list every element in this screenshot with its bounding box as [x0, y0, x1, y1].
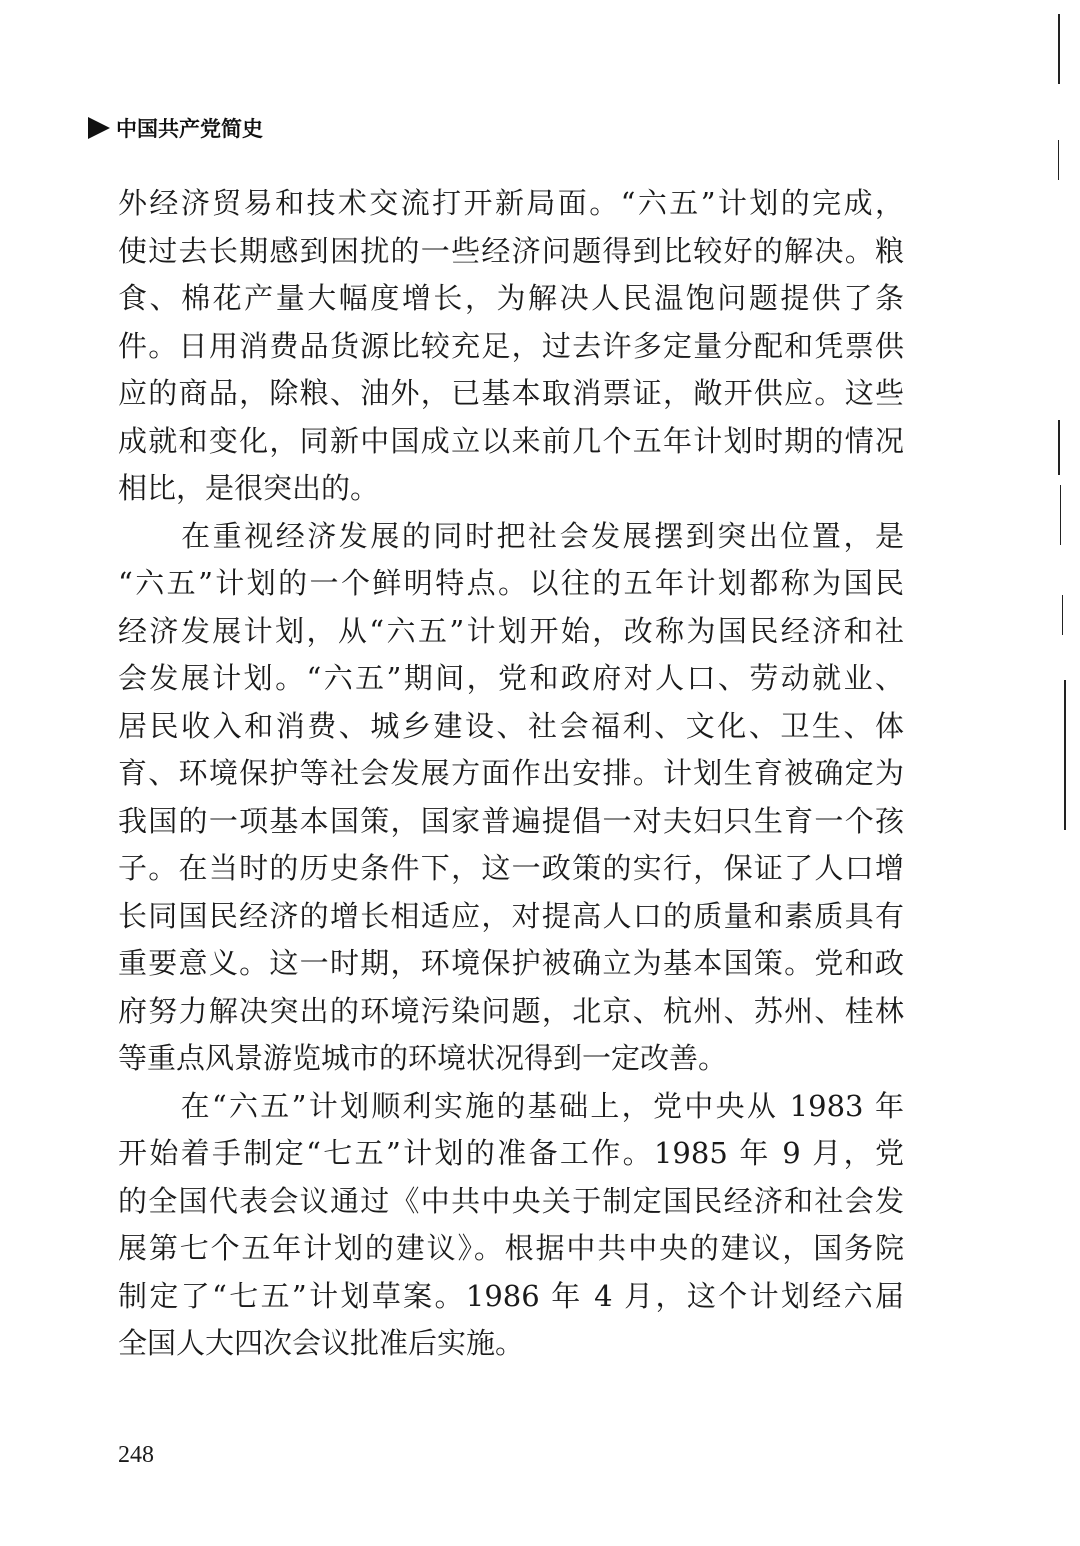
text-line: 相比，是很突出的。	[118, 471, 380, 505]
page-number: 248	[118, 1442, 154, 1468]
text-line: 食、棉花产量大幅度增长，为解决人民温饱问题提供了条	[118, 281, 904, 315]
text-line: 在“六五”计划顺利实施的基础上，党中央从 1983 年	[118, 1088, 904, 1123]
text-line: 育、环境保护等社会发展方面作出安排。计划生育被确定为	[118, 756, 904, 790]
scan-edge-line	[1058, 420, 1060, 475]
text-line: 府努力解决突出的环境污染问题，北京、杭州、苏州、桂林	[118, 993, 904, 1028]
text-line: “六五”计划的一个鲜明特点。以往的五年计划都称为国民	[118, 566, 904, 600]
text-line: 的全国代表会议通过《中共中央关于制定国民经济和社会发	[118, 1183, 904, 1218]
text-line: 会发展计划。“六五”期间，党和政府对人口、劳动就业、	[118, 661, 904, 695]
text-line: 使过去长期感到困扰的一些经济问题得到比较好的解决。粮	[118, 233, 904, 268]
scan-edge-line	[1062, 595, 1063, 635]
body-text	[118, 180, 904, 1368]
text-line: 经济发展计划，从“六五”计划开始，改称为国民经济和社	[118, 613, 904, 648]
text-line: 我国的一项基本国策，国家普遍提倡一对夫妇只生育一个孩	[118, 803, 904, 838]
text-line: 子。在当时的历史条件下，这一政策的实行，保证了人口增	[118, 851, 904, 885]
text-line: 展第七个五年计划的建议》。根据中共中央的建议，国务院	[118, 1231, 904, 1265]
text-line: 等重点风景游览城市的环境状况得到一定改善。	[118, 1041, 728, 1075]
text-line: 外经济贸易和技术交流打开新局面。“六五”计划的完成，	[118, 186, 904, 220]
book-title: 中国共产党简史	[116, 117, 263, 141]
text-line: 开始着手制定“七五”计划的准备工作。1985 年 9 月，党	[118, 1136, 904, 1170]
scan-edge-line	[1064, 680, 1066, 830]
text-line: 重要意义。这一时期，环境保护被确立为基本国策。党和政	[118, 946, 904, 980]
text-line: 长同国民经济的增长相适应，对提高人口的质量和素质具有	[118, 898, 904, 933]
scan-edge-line	[1058, 14, 1060, 84]
scan-edge-line	[1060, 485, 1061, 545]
triangle-marker-icon	[88, 117, 110, 139]
text-line: 成就和变化，同新中国成立以来前几个五年计划时期的情况	[118, 423, 904, 458]
running-header	[88, 112, 263, 144]
text-line: 应的商品，除粮、油外，已基本取消票证，敞开供应。这些	[118, 376, 904, 410]
text-line: 在重视经济发展的同时把社会发展摆到突出位置，是	[118, 518, 904, 553]
text-line: 全国人大四次会议批准后实施。	[118, 1326, 525, 1360]
text-line: 制定了“七五”计划草案。1986 年 4 月，这个计划经六届	[118, 1278, 904, 1313]
text-line: 件。日用消费品货源比较充足，过去许多定量分配和凭票供	[118, 328, 904, 363]
scan-edge-line	[1058, 140, 1059, 180]
text-line: 居民收入和消费、城乡建设、社会福利、文化、卫生、体	[118, 708, 904, 743]
